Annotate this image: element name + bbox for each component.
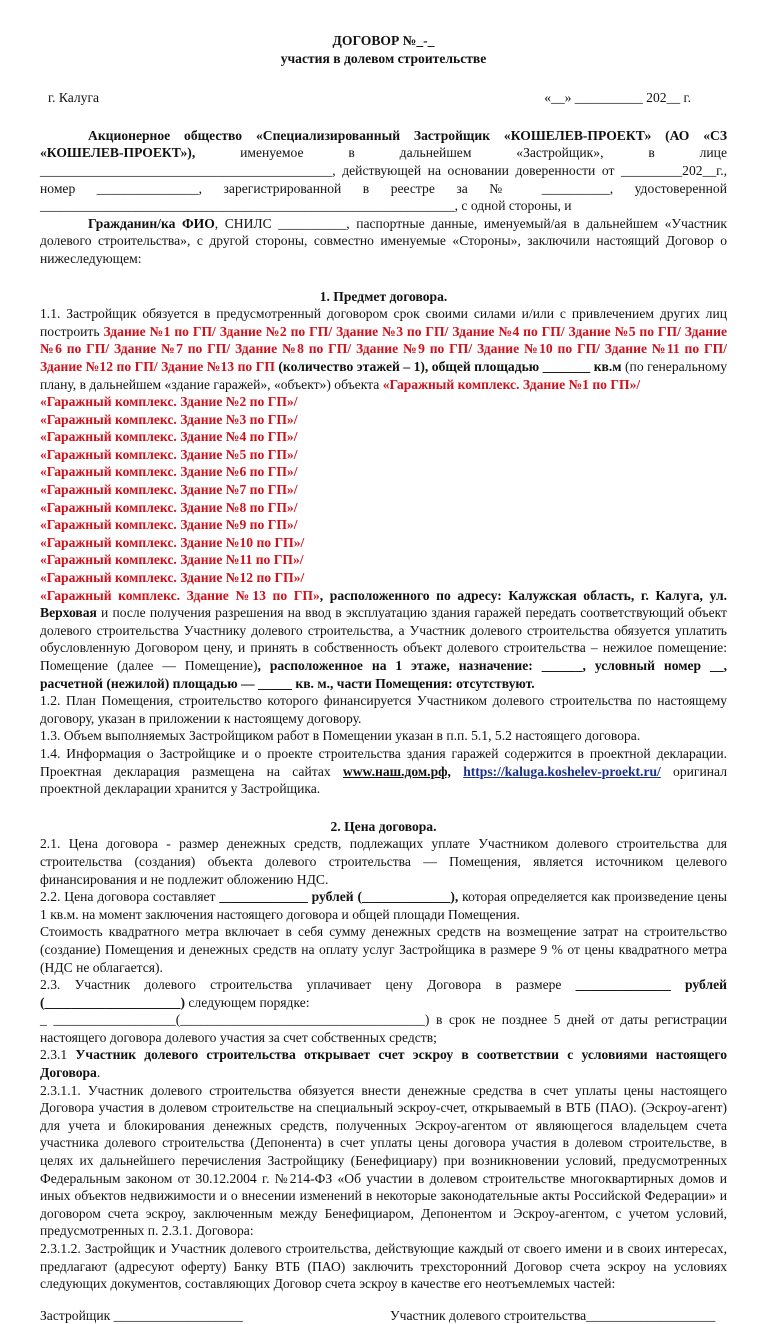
- price-amount: _____________ рублей (_____________),: [219, 889, 459, 905]
- clause-2-3-1-1: 2.3.1.1. Участник долевого строительства обязуется внести денежные средства в счет уплаты цены настоящего Договора участия в долевом строительстве на специальный эскроу-счет, открываемый в ВТБ (ПАО). (Эскроу-агент) для учета и блокирования денежных средств, полученных Эскроу-агентом от являющегося владельцем счета участника долевого строительства (Депонента) в счет уплаты цены договора участия в долевом строительстве, в целях их дальнейшего перечисления Застройщику (Бенефициару) при возникновении условий, предусмотренных Федеральным законом от 30.12.2004 г. №214-ФЗ «Об участии в долевом строительстве многоквартирных домов и иных объектов недвижимости и о внесении изменений в некоторые законодательные акты Российской Федерации» и договором счета эскроу, заключенным между Бенефициаром, Депонентом и Эскроу-агентом, с учетом условий, предусмотренных п. 2.3.1. Договора:: [40, 1082, 727, 1239]
- participant-signature: Участник долевого строительства___________________: [390, 1307, 716, 1323]
- signature-row: [40, 1307, 727, 1324]
- garage-item: «Гаражный комплекс. Здание №10 по ГП»/: [40, 534, 305, 550]
- preamble-participant: [40, 215, 727, 268]
- link-koshelev-proekt[interactable]: https://kaluga.koshelev-proekt.ru/: [463, 763, 661, 779]
- period: .: [96, 1065, 101, 1081]
- garage-item: «Гаражный комплекс. Здание №3 по ГП»/: [40, 411, 298, 427]
- clause-1-4-end: оригинал проектной декларации хранится у Застройщика.: [40, 763, 727, 797]
- clause-number: 2.3.1: [40, 1047, 76, 1063]
- clause-2-2-sqm: Стоимость квадратного метра включает в себя сумму денежных средств на возмещение затрат на строительство (создание) Помещения и денежных средств на оплату услуг Застройщика в размере 9 % от цены квадратного метра (НДС не облагается).: [40, 924, 727, 975]
- clause-2-2-end: которая определяется как произведение цены 1 кв.м. на момент заключения настоящего договора и общей площади Помещения.: [40, 889, 728, 922]
- document-title: ДОГОВОР №_-_: [332, 33, 435, 48]
- document-subtitle: участия в долевом строительстве: [280, 50, 487, 66]
- clause-1-1: [40, 305, 727, 692]
- clause-2-2: [40, 888, 727, 923]
- clause-2-3-1-2: 2.3.1.2. Застройщик и Участник долевого строительства, действующие каждый от своего имени и в своих интересах, предлагают (адресуют оферту) Банку ВТБ (ПАО) заключить трехсторонний Договор счета эскроу на условиях следующих документов, составляющих Договор счета эскроу в качестве его неотъемлемых частей:: [40, 1241, 727, 1292]
- clause-2-3-1: [40, 1046, 727, 1081]
- clause-1-2: 1.2. План Помещения, строительство которого финансируется Участником долевого строительства по настоящему договору, указан в приложении к настоящему договору.: [40, 693, 727, 726]
- garage-item: «Гаражный комплекс. Здание №5 по ГП»/: [40, 446, 298, 462]
- clause-1-1-transfer: и после получения разрешения на ввод в эксплуатацию здания гаражей передать соответствующий объект долевого строительства Участнику долевого строительства, а Участник долевого строительства обязуется уплатить обусловленную Договором цену, и принять в собственность объект долевого строительства – нежилое помещение: Помещение (далее — Помещение): [40, 605, 727, 673]
- link-nash-dom[interactable]: www.наш.дом.рф,: [342, 763, 451, 779]
- clause-1-1-intro: 1.1. Застройщик обязуется в предусмотренный договором срок своими силами и/или с привлечением других лиц построить: [40, 306, 727, 339]
- clause-1-1-object: (по генеральному плану, в дальнейшем «здание гаражей», «объект») объекта: [40, 358, 727, 392]
- escrow-statement: Участник долевого строительства открывает счет эскроу в соответствии с условиями настоящего Договора: [40, 1047, 727, 1081]
- clause-1-4-intro: 1.4. Информация о Застройщике и о проекте строительства здания гаражей содержится в проектной декларации. Проектная декларация размещена на сайтах: [40, 745, 727, 779]
- clause-1-3: 1.3. Объем выполняемых Застройщиком работ в Помещении указан в п.п. 5.1, 5.2 настоящего договора.: [40, 728, 641, 744]
- clause-2-2-intro: 2.2. Цена договора составляет: [40, 889, 220, 905]
- place-date-row: [40, 89, 727, 107]
- garage-item: «Гаражный комплекс. Здание №13 по ГП»: [40, 587, 320, 603]
- contract-date: «__» __________ 202__ г.: [544, 90, 691, 106]
- participant-name: Гражданин/ка ФИО: [88, 215, 215, 231]
- developer-signature: Застройщик ___________________: [40, 1307, 243, 1323]
- garage-item: «Гаражный комплекс. Здание №1 по ГП»/: [382, 376, 641, 392]
- section-1-heading: 1. Предмет договора.: [319, 288, 448, 304]
- garage-item: «Гаражный комплекс. Здание №7 по ГП»/: [40, 482, 298, 498]
- contract-page: [40, 32, 727, 1324]
- garage-item: «Гаражный комплекс. Здание №8 по ГП»/: [40, 499, 298, 515]
- garage-item: «Гаражный комплекс. Здание №11 по ГП»/: [40, 552, 304, 568]
- garage-item: «Гаражный комплекс. Здание №6 по ГП»/: [40, 464, 298, 480]
- garage-item: «Гаражный комплекс. Здание №2 по ГП»/: [40, 394, 298, 410]
- developer-details: именуемое в дальнейшем «Застройщик», в лице ___________________________________________, действующей на основании доверенности от _________202__г., номер _______________, зарегистрированной в реестре за № __________, удостоверенной _____________________________________________________________, с одной стороны, и: [40, 145, 727, 214]
- section-2-heading: 2. Цена договора.: [330, 818, 437, 834]
- preamble-developer: [40, 127, 727, 215]
- buildings-list: Здание №1 по ГП/ Здание №2 по ГП/ Здание №3 по ГП/ Здание №4 по ГП/ Здание №5 по ГП/ Здание №6 по ГП/ Здание №7 по ГП/ Здание №8 по ГП/ Здание №9 по ГП/ Здание №10 по ГП/ Здание №11 по ГП/ Здание №12 по ГП/ Здание №13 по ГП: [40, 323, 727, 374]
- clause-2-3-end: следующем порядке:: [185, 994, 310, 1010]
- participant-details: , СНИЛС __________, паспортные данные, именуемый/ая в дальнейшем «Участник долевого строительства», с другой стороны, совместно именуемые «Стороны», заключили настоящий Договор о нижеследующем:: [40, 215, 727, 266]
- floors-area: (количество этажей – 1), общей площадью _______ кв.м: [274, 358, 622, 374]
- developer-name: Акционерное общество «Специализированный Застройщик «КОШЕЛЕВ-ПРОЕКТ» (АО «СЗ «КОШЕЛЕВ-ПРОЕКТ»),: [40, 127, 727, 161]
- premises-details: , расположенное на 1 этаже, назначение: ______, условный номер __, расчетной (нежилой) площадью — _____ кв. м., части Помещения: отсутствуют.: [40, 658, 728, 691]
- garage-item: «Гаражный комплекс. Здание №9 по ГП»/: [40, 517, 298, 533]
- object-address: , расположенного по адресу: Калужская область, г. Калуга, ул. Верховая: [40, 587, 727, 621]
- payment-amount: ______________ рублей (____________________): [40, 977, 727, 1010]
- clause-2-3: [40, 976, 727, 1011]
- clause-2-3-schedule: _ __________________(____________________________________) в срок не позднее 5 дней от даты регистрации настоящего договора долевого участия за счет собственных средств;: [40, 1012, 727, 1045]
- city: г. Калуга: [48, 90, 100, 106]
- garage-item: «Гаражный комплекс. Здание №12 по ГП»/: [40, 570, 305, 586]
- garage-item: «Гаражный комплекс. Здание №4 по ГП»/: [40, 429, 298, 445]
- clause-2-1: 2.1. Цена договора - размер денежных средств, подлежащих уплате Участником долевого строительства для строительства (создания) объекта долевого строительства — Помещения, является источником целевого финансирования и не подлежит обложению НДС.: [40, 836, 727, 887]
- clause-1-4: [40, 745, 727, 798]
- clause-2-3-intro: 2.3. Участник долевого строительства уплачивает цену Договора в размере: [40, 977, 576, 993]
